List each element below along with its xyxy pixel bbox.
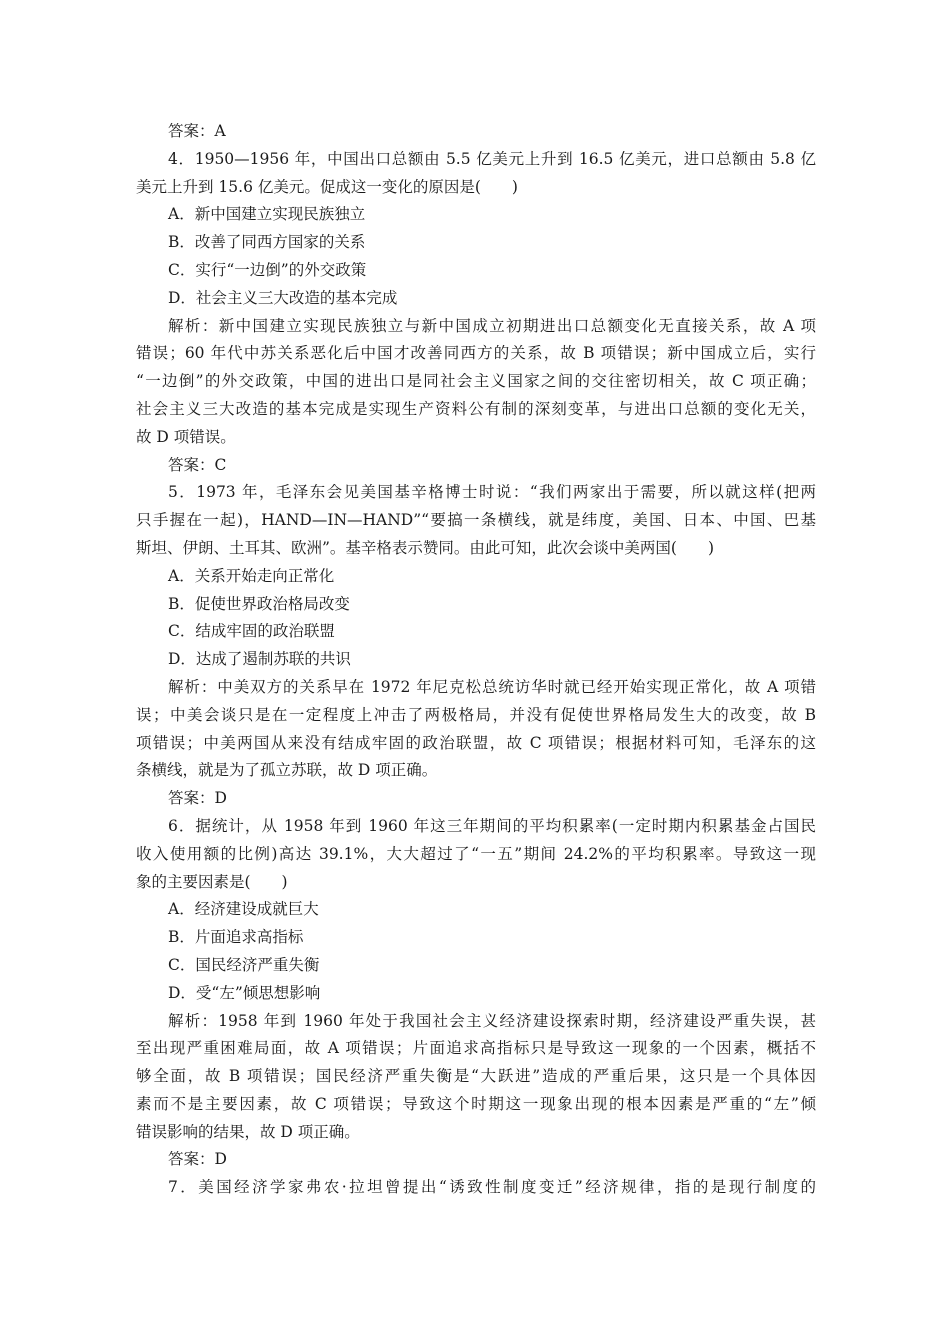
text-line	[136, 396, 816, 424]
text-line	[136, 201, 816, 229]
text-line	[136, 896, 816, 924]
text-line	[136, 702, 816, 730]
text-line	[136, 1146, 816, 1174]
text-line	[136, 452, 816, 480]
text-line-content: 收入使用额的比例)高达 39.1%，大大超过了“一五”期间 24.2%的平均积累率。导致这一现	[136, 844, 816, 863]
text-line	[136, 424, 816, 452]
text-line-content: A．关系开始走向正常化	[168, 566, 335, 585]
text-line-content: 解析：中美双方的关系早在 1972 年尼克松总统访华时就已经开始实现正常化，故 A 项错	[168, 677, 816, 696]
text-line-content: 解析：1958 年到 1960 年处于我国社会主义经济建设探索时期，经济建设严重失误，甚	[168, 1011, 816, 1030]
text-line-content: 故 D 项错误。	[136, 427, 236, 446]
text-line-content: 答案：C	[168, 455, 227, 474]
text-line	[136, 1008, 816, 1036]
text-line	[136, 952, 816, 980]
text-line	[136, 340, 816, 368]
text-line-content: 斯坦、伊朗、土耳其、欧洲”。基辛格表示赞同。由此可知，此次会谈中美两国( )	[136, 538, 715, 557]
text-line	[136, 646, 816, 674]
text-line-content: 条横线，就是为了孤立苏联，故 D 项正确。	[136, 761, 438, 780]
document-body	[136, 118, 816, 1202]
text-line-content: C．国民经济严重失衡	[168, 955, 320, 974]
text-line-content: 7．美国经济学家弗农·拉坦曾提出“诱致性制度变迁”经济规律，指的是现行制度的	[168, 1178, 816, 1197]
text-line-content: A．新中国建立实现民族独立	[168, 205, 366, 224]
text-line-content: B．改善了同西方国家的关系	[168, 233, 366, 252]
text-line	[136, 841, 816, 869]
text-line-content: D．受“左”倾思想影响	[168, 983, 321, 1002]
text-line-content: A．经济建设成就巨大	[168, 900, 319, 919]
text-line	[136, 591, 816, 619]
text-line-content: 素而不是主要因素，故 C 项错误；导致这个时期这一现象出现的根本因素是严重的“左”倾	[136, 1094, 816, 1113]
text-line	[136, 674, 816, 702]
text-line	[136, 229, 816, 257]
text-line	[136, 479, 816, 507]
text-line-content: B．片面追求高指标	[168, 928, 304, 947]
text-line	[136, 813, 816, 841]
text-line-content: 美元上升到 15.6 亿美元。促成这一变化的原因是( )	[136, 177, 518, 196]
text-line-content: 5．1973 年，毛泽东会见美国基辛格博士时说：“我们两家出于需要，所以就这样(把两	[168, 483, 816, 502]
text-line	[136, 869, 816, 897]
text-line	[136, 1063, 816, 1091]
text-line-content: C．结成牢固的政治联盟	[168, 622, 335, 641]
text-line	[136, 924, 816, 952]
text-line	[136, 535, 816, 563]
text-line	[136, 1119, 816, 1147]
text-line-content: 答案：D	[168, 789, 227, 808]
text-line	[136, 563, 816, 591]
text-line	[136, 1174, 816, 1202]
text-line-content: “一边倒”的外交政策，中国的进出口是同社会主义国家之间的交往密切相关，故 C 项正确；	[136, 372, 816, 391]
text-line	[136, 507, 816, 535]
text-line	[136, 1091, 816, 1119]
text-line-content: 至出现严重困难局面，故 A 项错误；片面追求高指标只是导致这一现象的一个因素，概括不	[136, 1039, 816, 1058]
text-line-content: 答案：A	[168, 122, 226, 140]
text-line	[136, 174, 816, 202]
text-line-content: 错误影响的结果，故 D 项正确。	[136, 1122, 360, 1141]
text-line-content: D．达成了遏制苏联的共识	[168, 650, 351, 669]
text-line	[136, 118, 816, 146]
text-line-content: 4．1950—1956 年，中国出口总额由 5.5 亿美元上升到 16.5 亿美元，进口总额由 5.8 亿	[168, 149, 816, 168]
text-line-content: D．社会主义三大改造的基本完成	[168, 288, 398, 307]
text-line	[136, 313, 816, 341]
text-line-content: 只手握在一起)，HAND—IN—HAND”“要搞一条横线，就是纬度，美国、日本、中国、巴基	[136, 511, 816, 530]
text-line	[136, 146, 816, 174]
text-line-content: 项错误；中美两国从来没有结成牢固的政治联盟，故 C 项错误；根据材料可知，毛泽东的这	[136, 733, 816, 752]
text-line	[136, 757, 816, 785]
text-line	[136, 980, 816, 1008]
text-line-content: 象的主要因素是( )	[136, 872, 288, 891]
text-line-content: 误；中美会谈只是在一定程度上冲击了两极格局，并没有促使世界格局发生大的改变，故 B	[136, 705, 816, 724]
text-line	[136, 285, 816, 313]
text-line	[136, 1035, 816, 1063]
text-line-content: 错误；60 年代中苏关系恶化后中国才改善同西方的关系，故 B 项错误；新中国成立后，实行	[136, 344, 816, 363]
text-line	[136, 730, 816, 758]
text-line	[136, 257, 816, 285]
text-line-content: 6．据统计，从 1958 年到 1960 年这三年期间的平均积累率(一定时期内积累基金占国民	[168, 816, 816, 835]
text-line-content: 答案：D	[168, 1150, 227, 1169]
text-line-content: 解析：新中国建立实现民族独立与新中国成立初期进出口总额变化无直接关系，故 A 项	[168, 316, 816, 335]
text-line	[136, 785, 816, 813]
text-line	[136, 618, 816, 646]
text-line-content: 社会主义三大改造的基本完成是实现生产资料公有制的深刻变革，与进出口总额的变化无关，	[136, 399, 816, 418]
text-line-content: C．实行“一边倒”的外交政策	[168, 260, 367, 279]
text-line-content: B．促使世界政治格局改变	[168, 594, 350, 613]
text-line-content: 够全面，故 B 项错误；国民经济严重失衡是“大跃进”造成的严重后果，这只是一个具体因	[136, 1067, 816, 1086]
text-line	[136, 368, 816, 396]
